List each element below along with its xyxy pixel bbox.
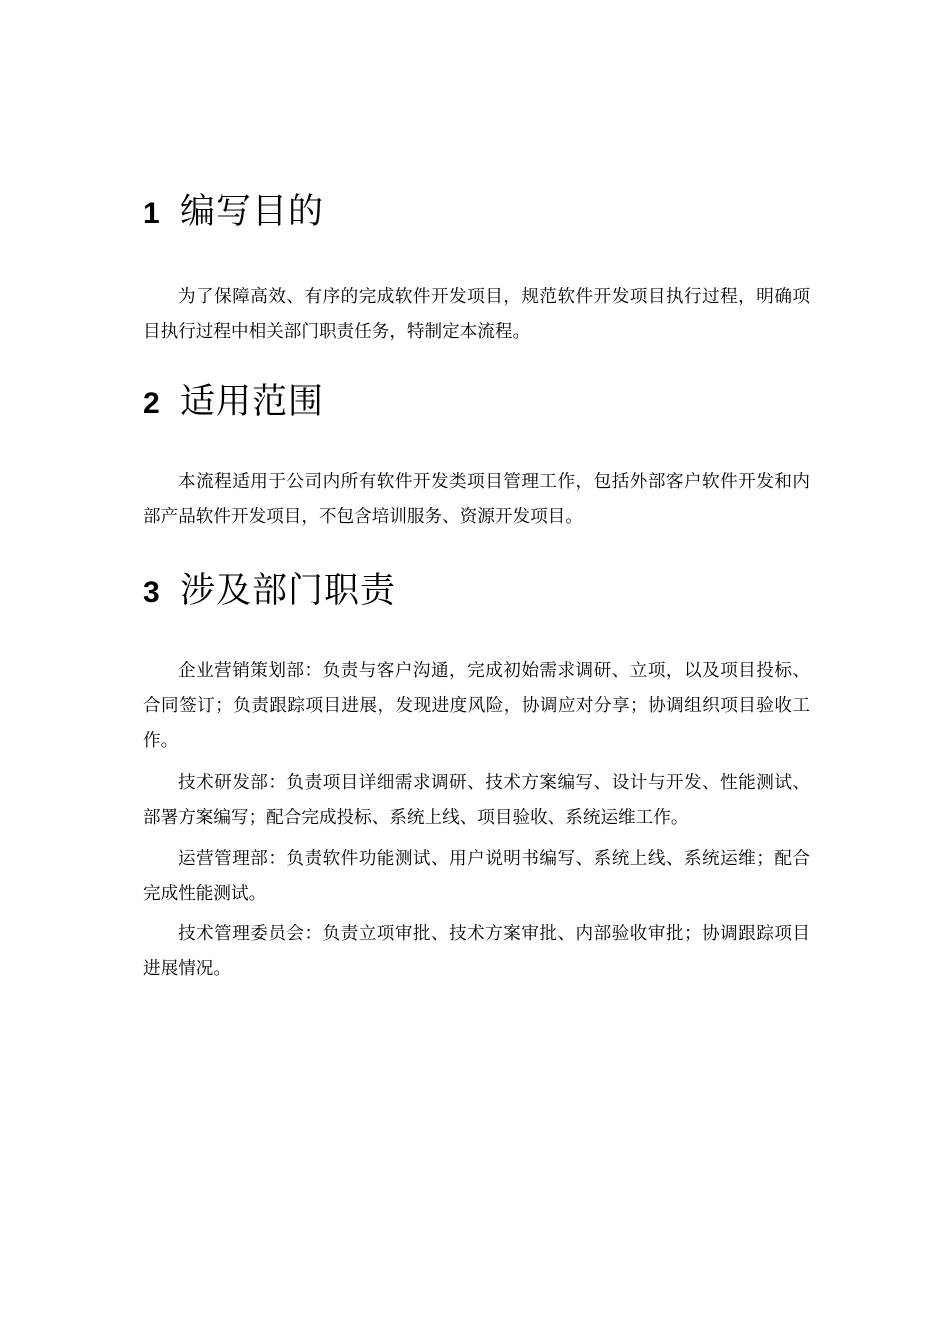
paragraph-rnd-dept: 技术研发部：负责项目详细需求调研、技术方案编写、设计与开发、性能测试、部署方案编写；配合完成投标、系统上线、项目验收、系统运维工作。 <box>143 773 810 828</box>
paragraph-marketing-dept: 企业营销策划部：负责与客户沟通，完成初始需求调研、立项，以及项目投标、合同签订；负责跟踪项目进展，发现进度风险，协调应对分享；协调组织项目验收工作。 <box>143 661 810 751</box>
section-title: 编写目的 <box>180 192 325 232</box>
section-title: 适用范围 <box>180 382 325 422</box>
section-number: 1 <box>143 197 160 230</box>
section-heading-scope <box>143 374 324 424</box>
section-number: 2 <box>143 387 160 420</box>
section-heading-purpose <box>143 184 324 234</box>
paragraph-scope: 本流程适用于公司内所有软件开发类项目管理工作，包括外部客户软件开发和内部产品软件开发项目，不包含培训服务、资源开发项目。 <box>143 472 810 527</box>
section-title: 涉及部门职责 <box>180 571 397 611</box>
paragraph-purpose: 为了保障高效、有序的完成软件开发项目，规范软件开发项目执行过程，明确项目执行过程中相关部门职责任务，特制定本流程。 <box>143 287 810 342</box>
section-number: 3 <box>143 576 160 609</box>
section-heading-responsibilities <box>143 563 396 613</box>
paragraph-operations-dept: 运营管理部：负责软件功能测试、用户说明书编写、系统上线、系统运维；配合完成性能测试。 <box>143 849 810 904</box>
paragraph-tech-committee: 技术管理委员会：负责立项审批、技术方案审批、内部验收审批；协调跟踪项目进展情况。 <box>143 924 810 979</box>
